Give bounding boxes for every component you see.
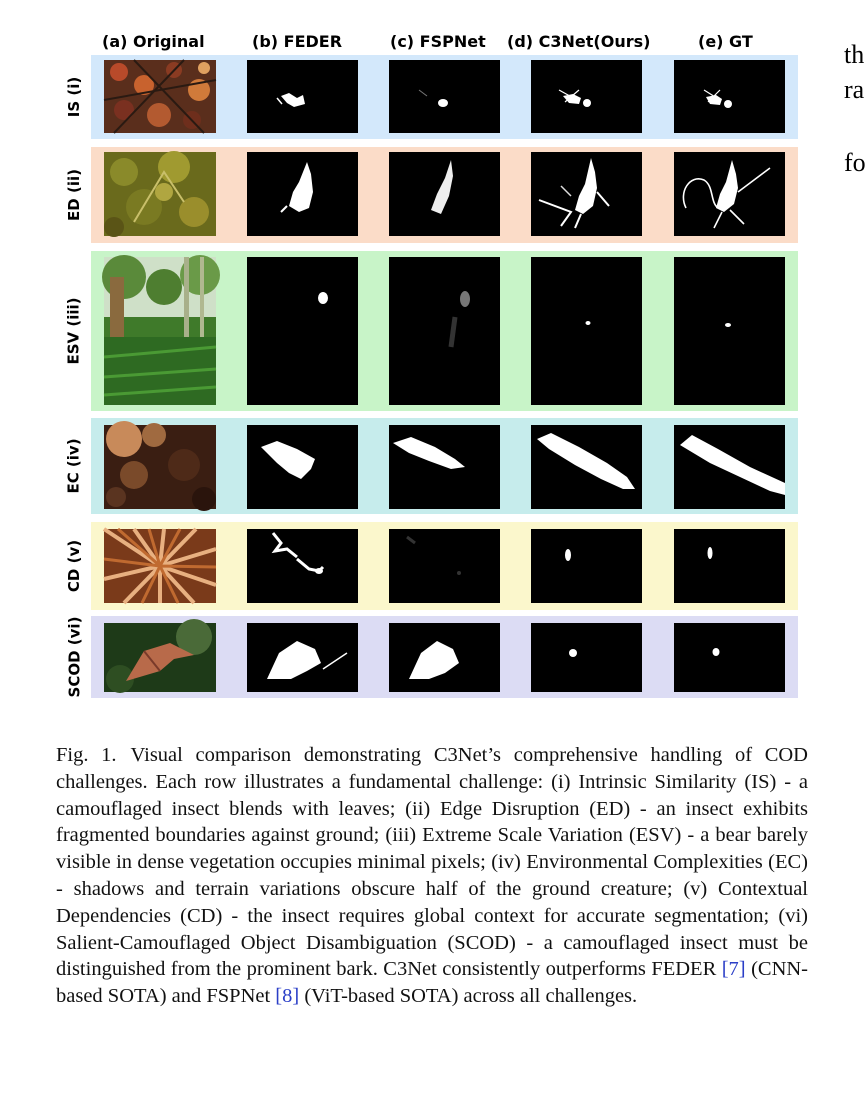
- c3net-mask-ed: [531, 152, 642, 236]
- figure-label: Fig. 1.: [56, 744, 117, 766]
- row-label-ec: EC (iv): [65, 438, 84, 494]
- original-image-is: [104, 60, 216, 133]
- column-header-original: (a) Original: [102, 32, 205, 51]
- column-header-gt: (e) GT: [698, 32, 753, 51]
- original-image-scod: [104, 623, 216, 692]
- feder-mask-esv: [247, 257, 358, 405]
- row-label-esv: ESV (iii): [65, 297, 83, 365]
- original-image-ed: [104, 152, 216, 236]
- row-label-cd: CD (v): [65, 539, 84, 593]
- figure-caption: [56, 742, 808, 1010]
- feder-mask-scod: [247, 623, 358, 692]
- caption-text: (CNN-based SOTA) and FSPNet: [56, 958, 808, 1008]
- original-image-esv: [104, 257, 216, 405]
- feder-mask-ec: [247, 425, 358, 509]
- gt-mask-ec: [674, 425, 785, 509]
- original-image-cd: [104, 529, 216, 603]
- adjacent-column-text: ra: [844, 75, 865, 104]
- original-image-ec: [104, 425, 216, 509]
- column-header-c3net: (d) C3Net(Ours): [507, 32, 651, 51]
- caption-text: Visual comparison demonstrating C3Net’s comprehensive handling of COD challenges. Each row illustrates a fundamental challenge: (i) Intrinsic Similarity (IS) - a camouflaged insect blends with leaves; (ii) Edge Disruption (ED) - an insect exhibits fragmented boundaries against ground; (iii) Extreme Scale Variation (ESV) - a bear barely visible in dense vegetation occupies minimal pixels; (iv) Environmental Complexities (EC) - shadows and terrain variations obscure half of the ground creature; (v) Contextual Dependencies (CD) - the insect requires global context for accurate segmentation; (vi) Salient-Camouflaged Object Disambiguation (SCOD) - a camouflaged insect must be distinguished from the prominent bark. C3Net consistently outperforms FEDER: [56, 744, 808, 981]
- c3net-mask-scod: [531, 623, 642, 692]
- citation-link[interactable]: [7]: [721, 958, 746, 981]
- fspnet-mask-scod: [389, 623, 500, 692]
- fspnet-mask-esv: [389, 257, 500, 405]
- caption-text: (ViT-based SOTA) across all challenges.: [299, 985, 638, 1008]
- adjacent-column-text: fo: [844, 148, 866, 177]
- gt-mask-is: [674, 60, 785, 133]
- row-label-ed: ED (ii): [65, 169, 84, 221]
- c3net-mask-is: [531, 60, 642, 133]
- c3net-mask-esv: [531, 257, 642, 405]
- fspnet-mask-is: [389, 60, 500, 133]
- column-header-fspnet: (c) FSPNet: [390, 32, 486, 51]
- gt-mask-ed: [674, 152, 785, 236]
- fspnet-mask-ec: [389, 425, 500, 509]
- gt-mask-cd: [674, 529, 785, 603]
- adjacent-column-text: th: [844, 40, 865, 69]
- feder-mask-is: [247, 60, 358, 133]
- gt-mask-scod: [674, 623, 785, 692]
- column-header-feder: (b) FEDER: [252, 32, 343, 51]
- fspnet-mask-cd: [389, 529, 500, 603]
- row-label-is: IS (i): [65, 76, 83, 118]
- c3net-mask-ec: [531, 425, 642, 509]
- fspnet-mask-ed: [389, 152, 500, 236]
- feder-mask-cd: [247, 529, 358, 603]
- gt-mask-esv: [674, 257, 785, 405]
- row-label-scod: SCOD (vi): [65, 616, 83, 698]
- feder-mask-ed: [247, 152, 358, 236]
- c3net-mask-cd: [531, 529, 642, 603]
- citation-link[interactable]: [8]: [275, 985, 300, 1008]
